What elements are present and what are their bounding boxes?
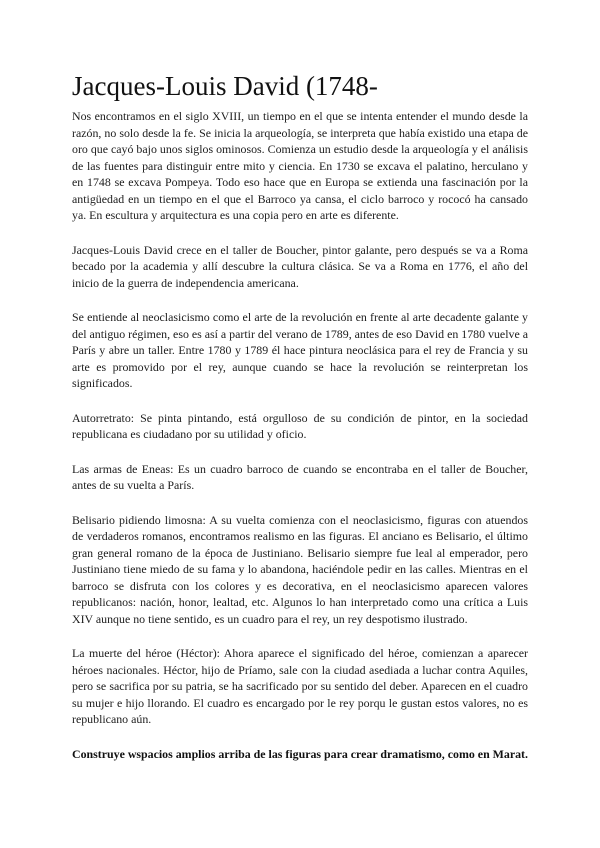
document-body xyxy=(72,108,528,780)
document-title: Jacques-Louis David (1748- xyxy=(72,71,378,101)
paragraph-armas-de-eneas: Las armas de Eneas: Es un cuadro barroco de cuando se encontraba en el taller de Boucher, antes de su vuelta a París. xyxy=(72,461,528,492)
paragraph-belisario: Belisario pidiendo limosna: A su vuelta comienza con el neoclasicismo, figuras con atuendos de verdaderos romanos, encontramos realismo en las figuras. El anciano es Belisario, el último gran general romano de la época de Justiniano. Belisario siempre fue leal al emperador, pero Justiniano tiene miedo de su fama y lo abandona, haciéndole pedir en las calles. Mientras en el barroco se disfruta con los colores y es decorativa, en el neoclasicismo aparecen valores republicanos: nación, honor, lealtad, etc. Algunos lo han interpretado como una crítica a Luis XIV aunque no tiene sentido, es un cuadro para el rey, un rey despotismo ilustrado. xyxy=(72,512,528,626)
paragraph-intro: Nos encontramos en el siglo XVIII, un tiempo en el que se intenta entender el mundo desde la razón, no solo desde la fe. Se inicia la arqueología, se interpreta que había existido una etapa de oro que cayó bajo unos siglos ominosos. Comienza un estudio desde la arqueología y el análisis de las fuentes para distinguir entre mito y ciencia. En 1730 se excava el palatino, herculano y en 1748 se excava Pompeya. Todo eso hace que en Europa se extienda una fascinación por la antigüedad en un tiempo en el que el Barroco ya cansa, el ciclo barroco y rococó ha cansado ya. En escultura y arquitectura es una copia pero en arte es diferente. xyxy=(72,109,528,222)
paragraph-muerte-del-heroe: La muerte del héroe (Héctor): Ahora aparece el significado del héroe, comienzan a aparecer héroes nacionales. Héctor, hijo de Príamo, sale con la ciudad asediada a luchar contra Aquiles, pero se sacrifica por su patria, se ha sacrificado por su sentido del deber. Aparecen en el cuadro su mujer e hijo llorando. El cuadro es encargado por le rey porqu le gustan estos valores, no es republicano aún. xyxy=(72,646,528,726)
paragraph-neoclassicism: Se entiende al neoclasicismo como el arte de la revolución en frente al arte decadente galante y del antiguo régimen, eso es así a partir del verano de 1789, antes de eso David en 1780 vuelve a París y abre un taller. Entre 1780 y 1789 él hace pintura neoclásica para el rey de Francia y su arte es promovido por el rey, aunque cuando se hace la revolución se reinterpretan los significados. xyxy=(72,310,528,390)
paragraph-autorretrato: Autorretrato: Se pinta pintando, está orgulloso de su condición de pintor, en la sociedad republicana es ciudadano por su utilidad y oficio. xyxy=(72,410,528,441)
paragraph-biography: Jacques-Louis David crece en el taller de Boucher, pintor galante, pero después se va a Roma becado por la academia y allí descubre la cultura clásica. Se va a Roma en 1776, el año del inicio de la guerra de independencia americana. xyxy=(72,242,528,290)
paragraph-bold-note: Construye wspacios amplios arriba de las figuras para crear dramatismo, como en Marat. xyxy=(72,746,528,761)
